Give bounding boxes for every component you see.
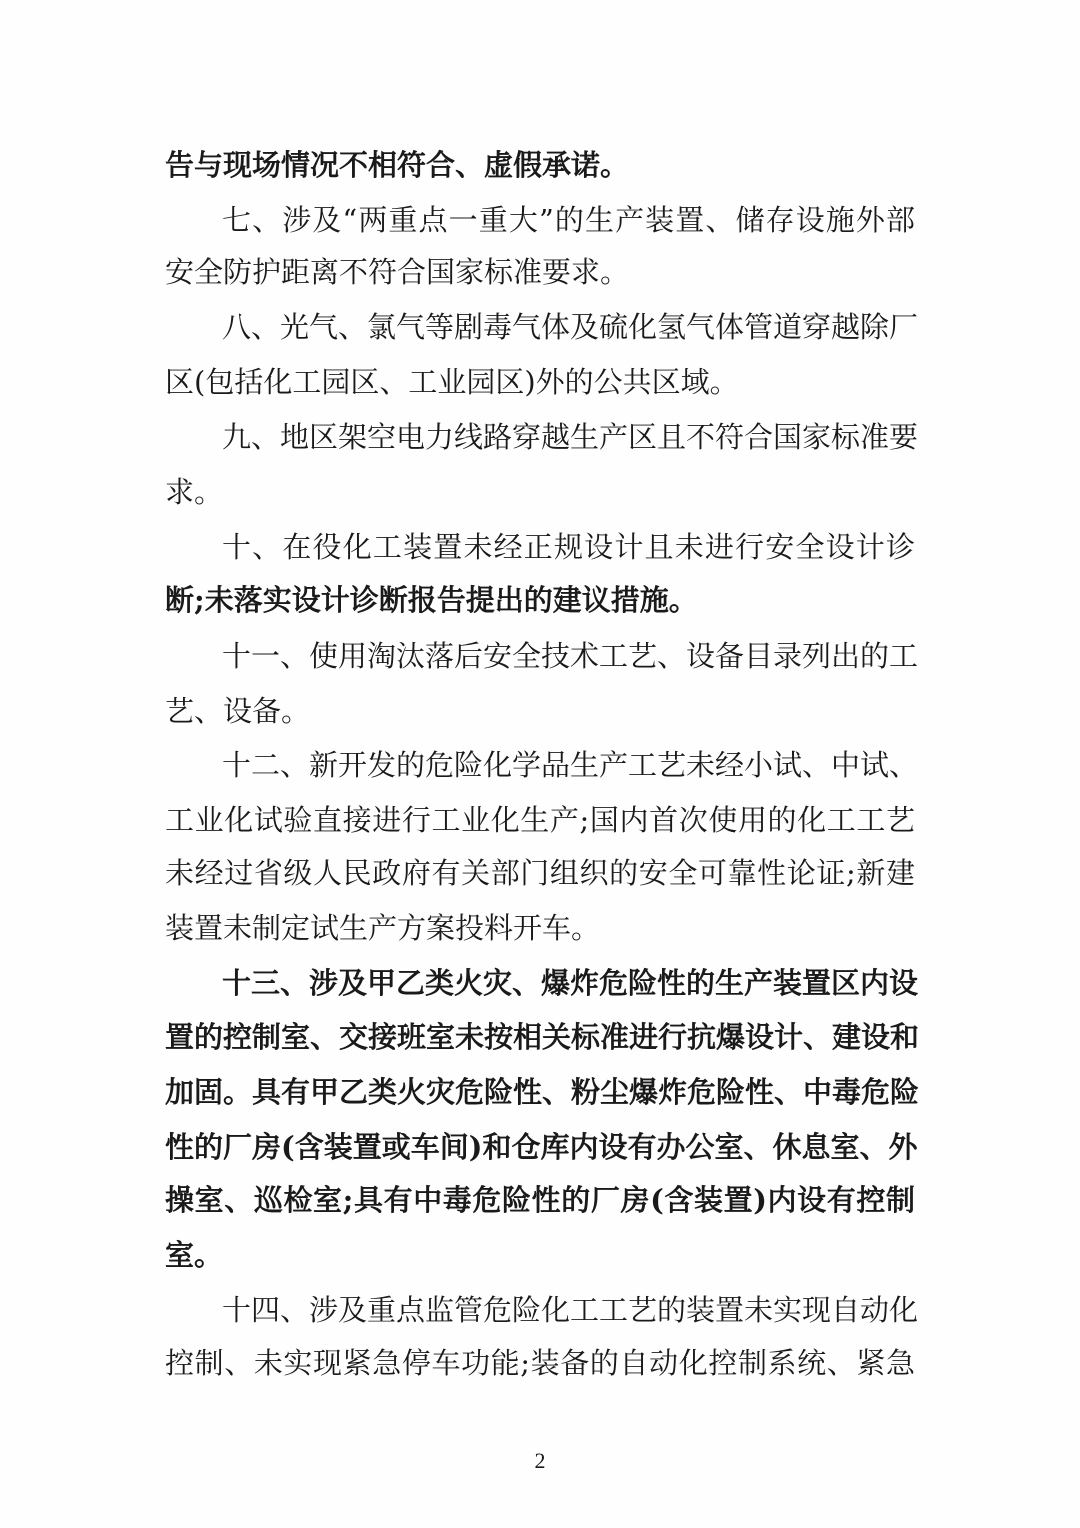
text-line: 九、地区架空电力线路穿越生产区且不符合国家标准要 <box>222 420 919 454</box>
text-line: 室。 <box>165 1238 224 1272</box>
text-line: 十三、涉及甲乙类火灾、爆炸危险性的生产装置区内设 <box>222 966 919 1000</box>
text-line: 置的控制室、交接班室未按相关标准进行抗爆设计、建设和 <box>165 1020 920 1054</box>
text-line: 十、在役化工装置未经正规设计且未进行安全设计诊 <box>222 530 915 564</box>
text-line: 十四、涉及重点监管危险化工工艺的装置未实现自动化 <box>222 1293 919 1327</box>
text-line: 区(包括化工园区、工业园区)外的公共区域。 <box>165 365 739 399</box>
text-line: 七、涉及“两重点一重大”的生产装置、储存设施外部 <box>222 203 915 237</box>
text-line: 加固。具有甲乙类火灾危险性、粉尘爆炸危险性、中毒危险 <box>165 1075 920 1109</box>
text-line: 求。 <box>165 475 224 509</box>
text-line: 装置未制定试生产方案投料开车。 <box>165 911 601 945</box>
text-line: 性的厂房(含装置或车间)和仓库内设有办公室、休息室、外 <box>165 1130 918 1164</box>
text-line: 告与现场情况不相符合、虚假承诺。 <box>165 148 630 182</box>
page-number: 2 <box>534 1448 546 1473</box>
text-line: 安全防护距离不符合国家标准要求。 <box>165 255 630 289</box>
text-line: 艺、设备。 <box>165 694 311 728</box>
text-line: 操室、巡检室;具有中毒危险性的厂房(含装置)内设有控制 <box>165 1183 915 1217</box>
text-line: 未经过省级人民政府有关部门组织的安全可靠性论证;新建 <box>165 856 915 890</box>
text-line: 断;未落实设计诊断报告提出的建议措施。 <box>165 583 698 617</box>
text-line: 控制、未实现紧急停车功能;装备的自动化控制系统、紧急 <box>165 1346 915 1380</box>
text-line: 十二、新开发的危险化学品生产工艺未经小试、中试、 <box>222 748 919 782</box>
text-line: 十一、使用淘汰落后安全技术工艺、设备目录列出的工 <box>222 639 919 673</box>
text-line: 工业化试验直接进行工业化生产;国内首次使用的化工工艺 <box>165 803 915 837</box>
text-line: 八、光气、氯气等剧毒气体及硫化氢气体管道穿越除厂 <box>222 310 919 344</box>
